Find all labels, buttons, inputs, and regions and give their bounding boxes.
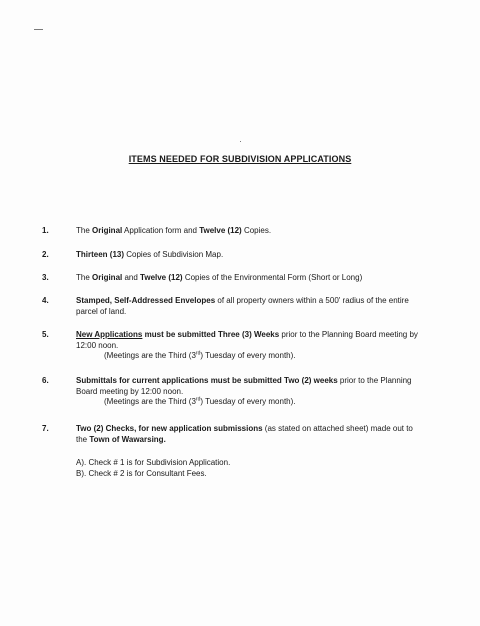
- item-text: The Original Application form and Twelve (12) Copies.: [76, 226, 272, 235]
- item-text: Two (2) Checks, for new application submissions (as stated on attached sheet) made out to the Town of Wawarsing.: [76, 424, 413, 444]
- sub-item: B). Check # 2 is for Consultant Fees.: [76, 469, 207, 478]
- item-number: 2.: [42, 250, 49, 259]
- item-text: Submittals for current applications must be submitted Two (2) weeks prior to the Planning Board meeting by 12:00 noon. (Meetings are the Third (3rd) Tuesday of every month).: [76, 376, 426, 408]
- item-number: 7.: [42, 424, 49, 433]
- item-number: 5.: [42, 330, 49, 339]
- item-text: Stamped, Self-Addressed Envelopes of all property owners within a 500' radius of the entire parcel of land.: [76, 296, 409, 316]
- item-text: The Original and Twelve (12) Copies of the Environmental Form (Short or Long): [76, 273, 363, 282]
- meeting-note: (Meetings are the Third (3rd) Tuesday of every month).: [104, 396, 296, 406]
- item-number: 4.: [42, 296, 49, 305]
- sub-item: A). Check # 1 is for Subdivision Application.: [76, 458, 231, 467]
- item-text: New Applications must be submitted Three (3) Weeks prior to the Planning Board meeting by 12:00 noon. (Meetings are the Third (3rd) Tuesday of every month).: [76, 330, 426, 362]
- item-number: 1.: [42, 226, 49, 235]
- item-text: Thirteen (13) Copies of Subdivision Map.: [76, 250, 224, 259]
- page-title: ITEMS NEEDED FOR SUBDIVISION APPLICATIONS: [128, 154, 352, 164]
- meeting-note: (Meetings are the Third (3rd) Tuesday of every month).: [104, 350, 296, 360]
- item-number: 3.: [42, 273, 49, 282]
- scan-mark: [34, 29, 43, 30]
- scan-dot: [240, 141, 241, 142]
- item-number: 6.: [42, 376, 49, 385]
